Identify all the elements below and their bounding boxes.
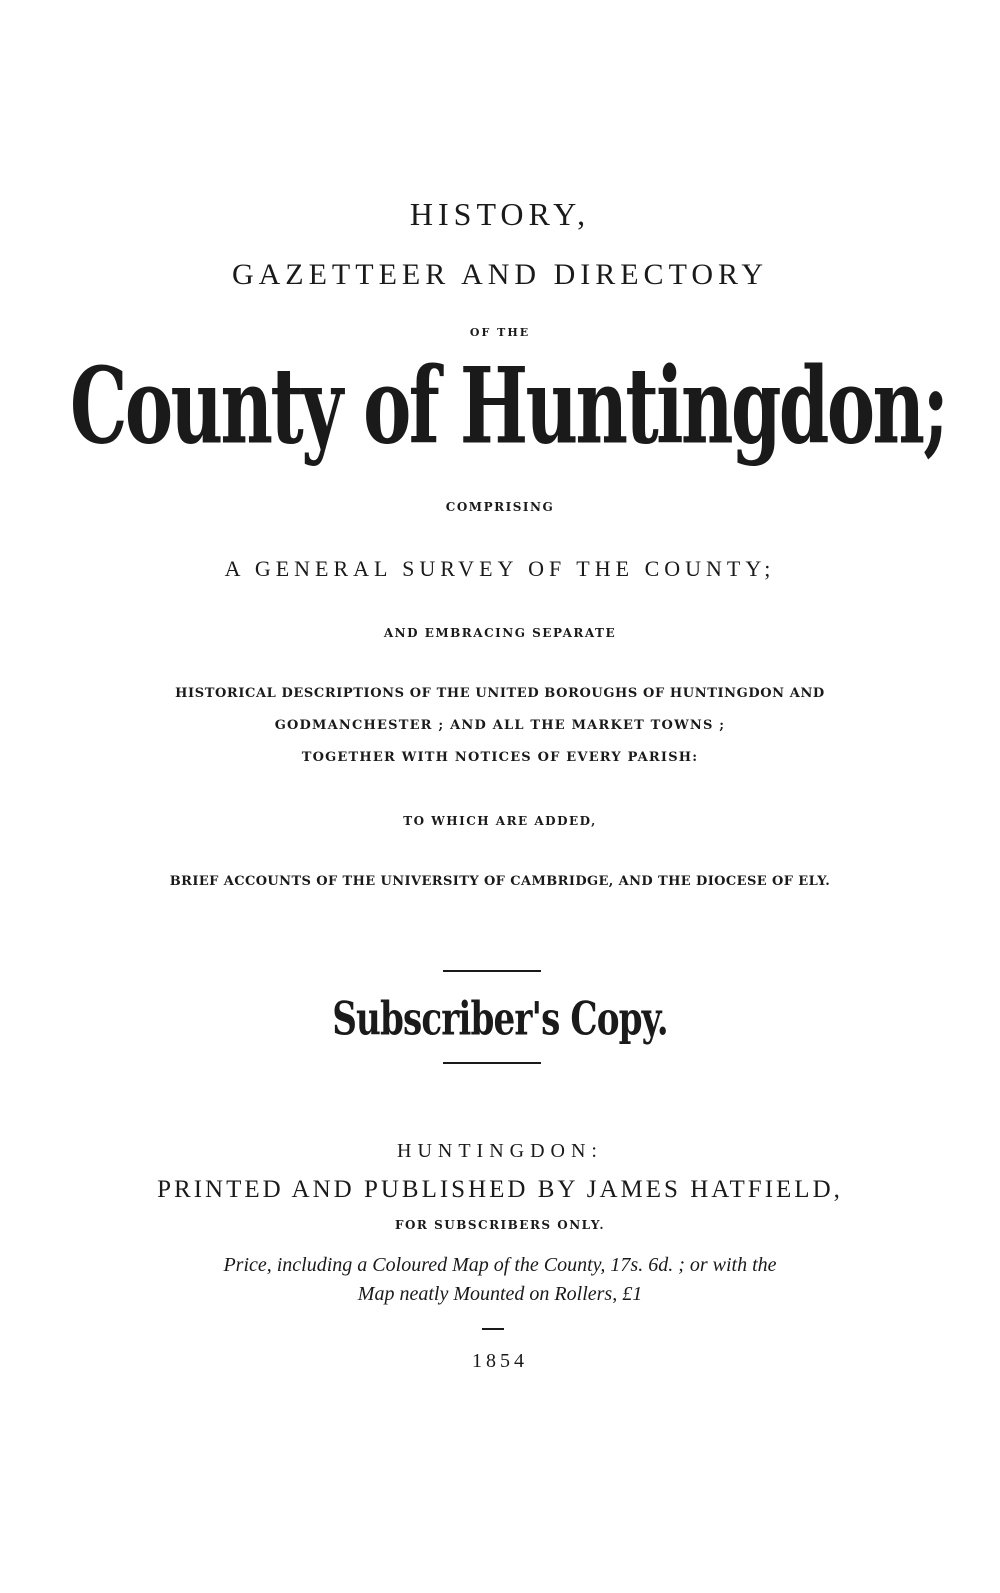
price-line-2: Map neatly Mounted on Rollers, £1 (357, 1283, 643, 1305)
rule-above-subscribers (443, 970, 541, 972)
subscribers-copy: Subscriber's Copy. (332, 991, 668, 1046)
title-gazetteer: GAZETTEER AND DIRECTORY (231, 258, 769, 291)
imprint-place: HUNTINGDON: (397, 1140, 603, 1162)
title-history: HISTORY, (409, 196, 591, 232)
imprint-subscribers-only: FOR SUBSCRIBERS ONLY. (394, 1218, 606, 1232)
price-line-1: Price, including a Coloured Map of the County, 17s. 6d. ; or with the (223, 1254, 777, 1276)
rule-above-year (482, 1328, 504, 1330)
brief-accounts: BRIEF ACCOUNTS OF THE UNIVERSITY OF CAMBRIDGE, AND THE DIOCESE OF ELY. (169, 874, 831, 889)
rule-below-subscribers (443, 1062, 541, 1064)
historical-descriptions-line-2: GODMANCHESTER ; AND ALL THE MARKET TOWNS ; (274, 718, 726, 733)
historical-descriptions-line-3: TOGETHER WITH NOTICES OF EVERY PARISH: (301, 750, 699, 765)
to-which-added: TO WHICH ARE ADDED, (403, 814, 597, 828)
county-title: County of Huntingdon; (70, 343, 947, 468)
imprint-printer: PRINTED AND PUBLISHED BY JAMES HATFIELD, (157, 1176, 843, 1203)
general-survey: A GENERAL SURVEY OF THE COUNTY; (224, 556, 776, 581)
comprising-label: COMPRISING (445, 500, 555, 514)
historical-descriptions-line-1: HISTORICAL DESCRIPTIONS OF THE UNITED BOROUGHS OF HUNTINGDON AND (175, 686, 825, 701)
of-the-label: OF THE (469, 326, 531, 339)
imprint-year: 1854 (472, 1350, 528, 1372)
embracing-label: AND EMBRACING SEPARATE (383, 626, 617, 640)
